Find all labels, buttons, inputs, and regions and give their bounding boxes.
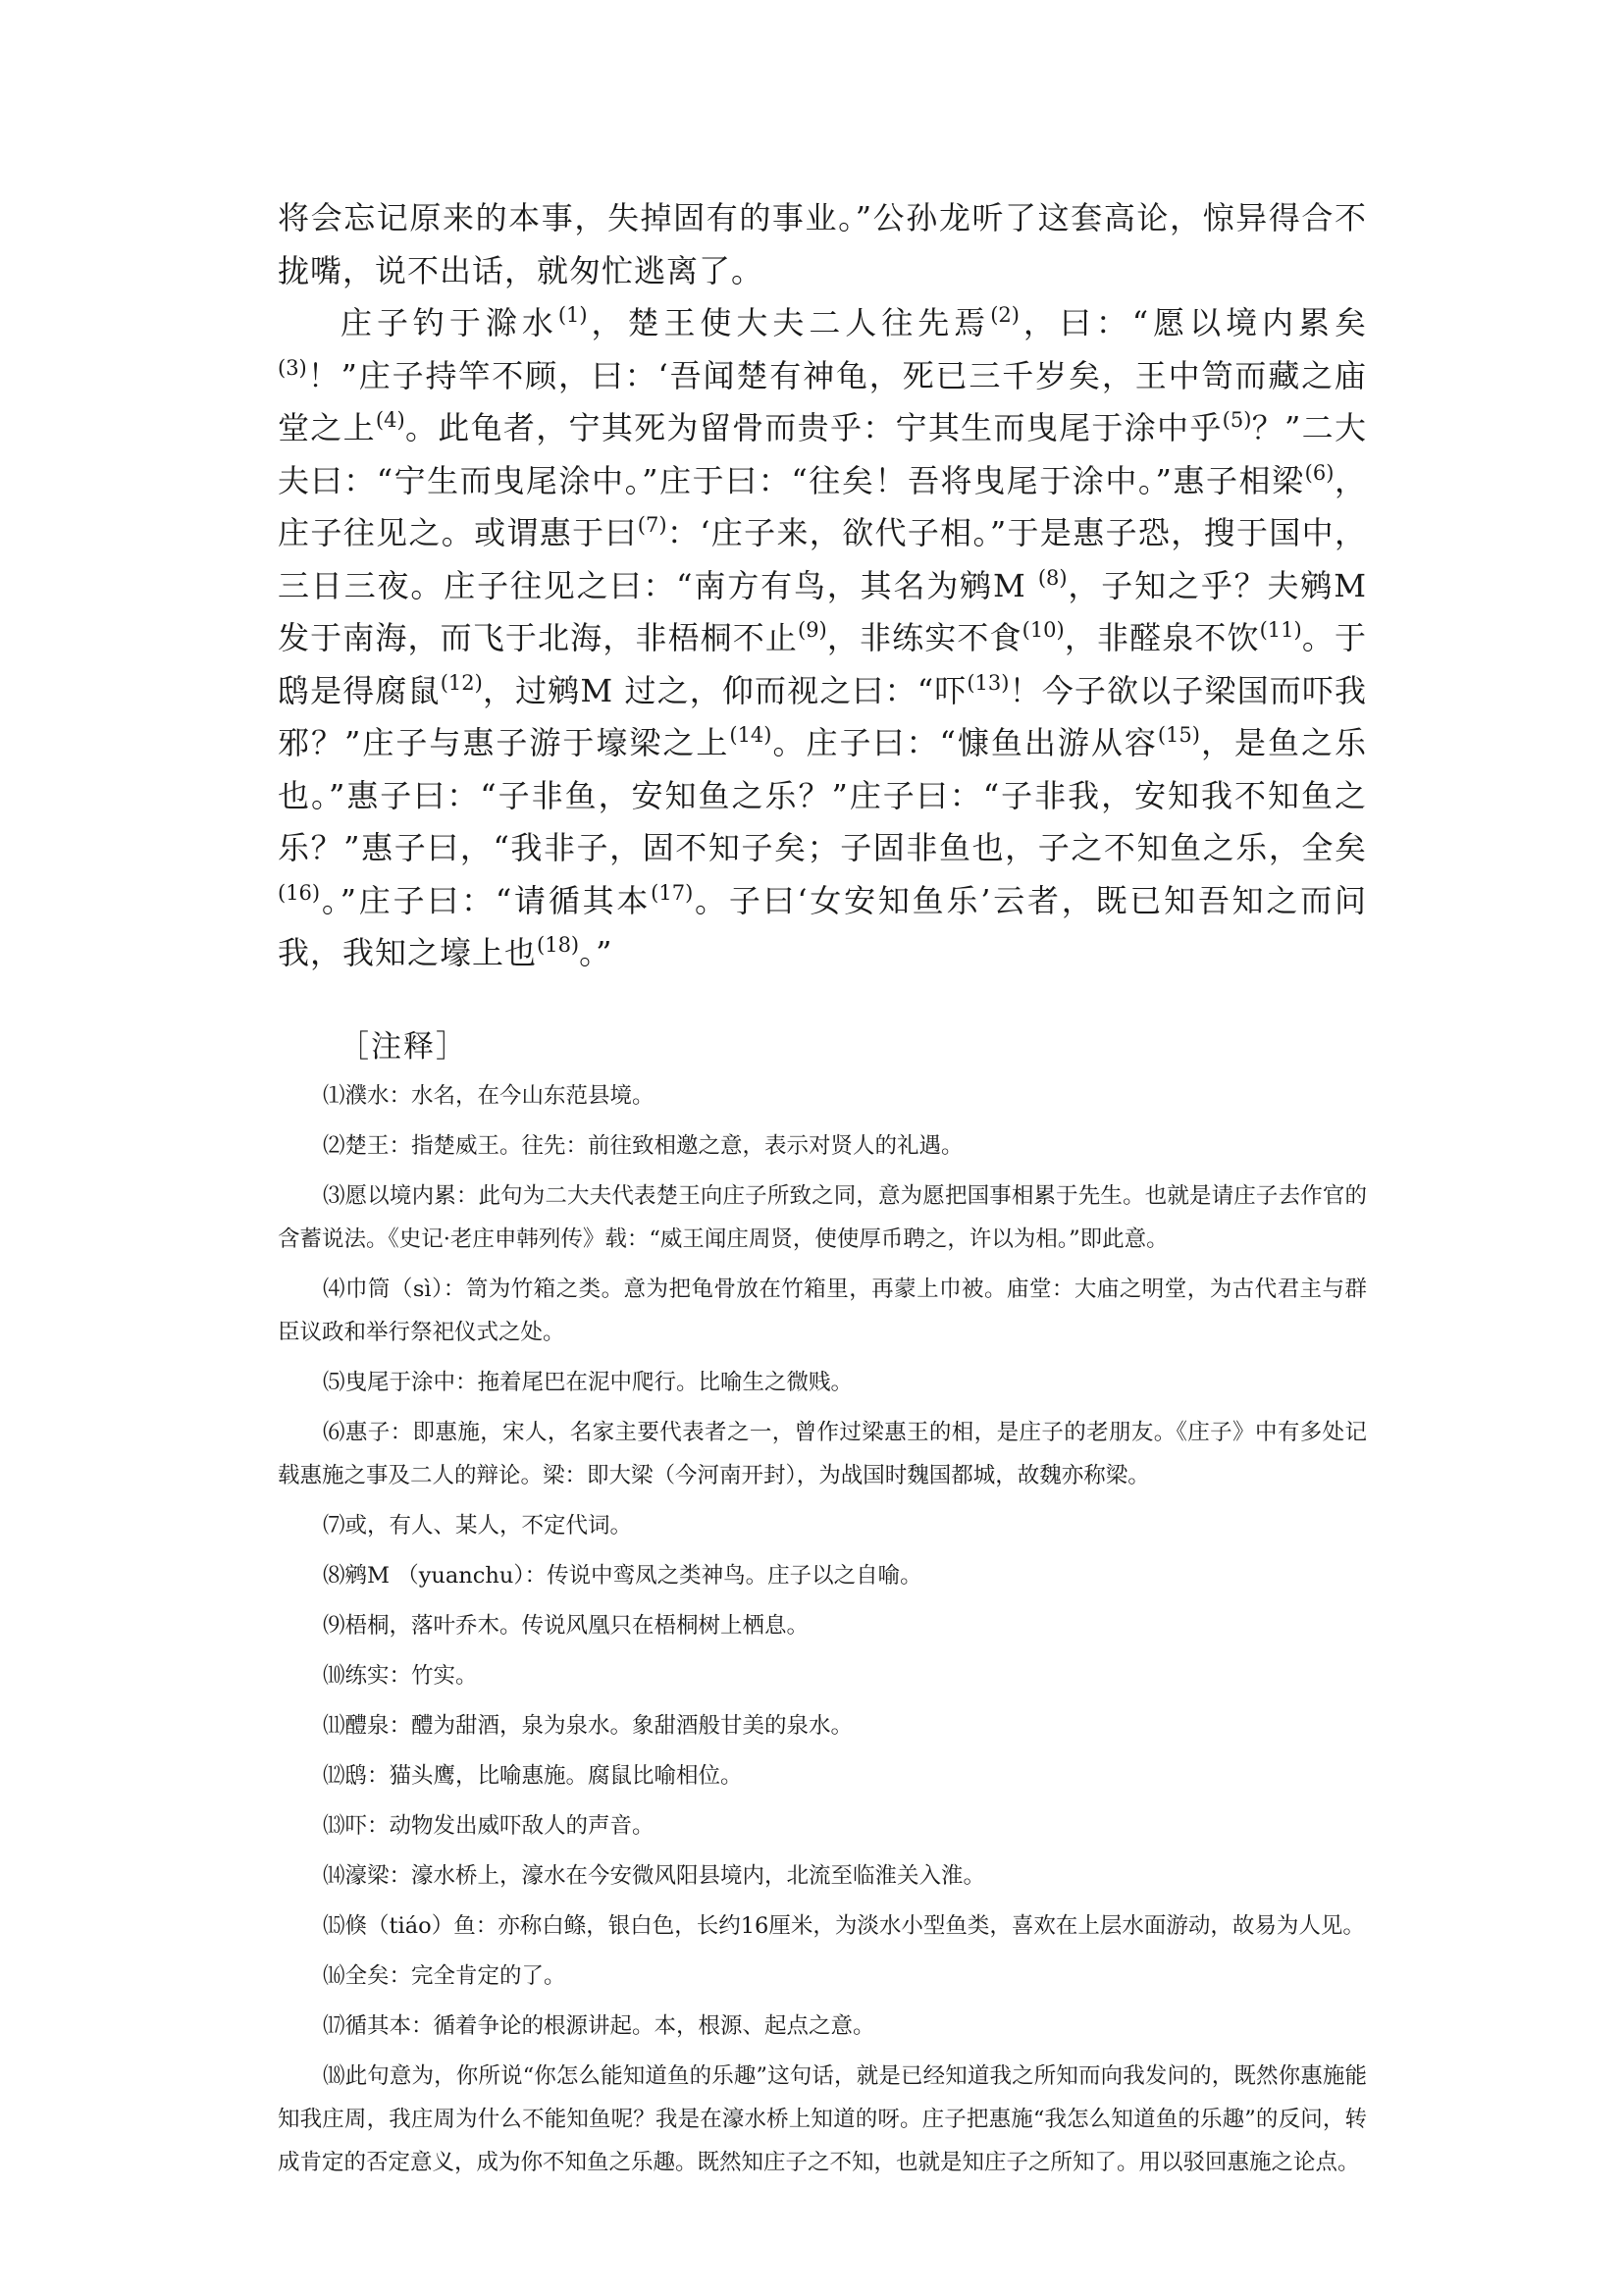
footnote-marker: (8) [1037, 565, 1068, 590]
text-segment: 将会忘记原来的本事，失掉固有的事业。”公孙龙听了这套高论，惊异得合不拢嘴，说不出话，就匆忙逃离了。 [278, 199, 1367, 289]
note-item: ⑽练实：竹实。 [323, 1662, 478, 1689]
main-text [278, 192, 1367, 980]
note-item: ⑵楚王：指楚威王。往先：前往致相邀之意，表示对贤人的礼遇。 [323, 1132, 964, 1159]
note-item: ⑿鸱：猫头鹰，比喻惠施。腐鼠比喻相位。 [323, 1762, 743, 1789]
text-segment: ，庄子往见之。或谓惠于曰 [278, 461, 1367, 551]
note-item: ⒁濠梁：濠水桥上，濠水在今安微风阳县境内，北流至临淮关入淮。 [323, 1862, 986, 1889]
footnote-marker: (16) [278, 880, 321, 905]
notes-list [278, 1074, 1367, 2184]
text-segment: ？”二大夫曰：“宁生而曳尾涂中。”庄于曰：“往矣！吾将曳尾于涂中。”惠子相梁 [278, 409, 1367, 499]
text-segment: ，过鹓M 过之，仰而视之曰：“吓 [482, 671, 968, 709]
note-item: ⒅此句意为，你所说“你怎么能知道鱼的乐趣”这句话，就是已经知道我之所知而向我发问的，既然你惠施能知我庄周，我庄周为什么不能知鱼呢？我是在濠水桥上知道的呀。庄子把惠施“我怎么知道鱼的乐趣”的反问，转成肯定的否定意义，成为你不知鱼之乐趣。既然知庄子之不知，也就是知庄子之所知了。用以驳回惠施之论点。 [278, 2062, 1367, 2175]
text-segment: 。此龟者，宁其死为留骨而贵乎：宁其生而曳尾于涂中乎 [404, 409, 1223, 446]
note-item: ⑸曳尾于涂中：拖着尾巴在泥中爬行。比喻生之微贱。 [323, 1369, 854, 1395]
footnote-marker: (4) [375, 408, 405, 432]
text-segment: 。于鸱是得腐鼠 [278, 619, 1367, 709]
text-segment: 。子曰‘女安知鱼乐’云者，既已知吾知之而问我，我知之壕上也 [278, 881, 1367, 971]
footnote-marker: (2) [990, 303, 1020, 327]
footnote-marker: (17) [651, 880, 694, 905]
text-segment: ！”庄子持竿不顾，曰：‘吾闻楚有神龟，死已三千岁矣，王中笥而藏之庙堂之上 [278, 356, 1367, 446]
note-item: ⒂倏（tiáo）鱼：亦称白鲦，银白色，长约16厘米，为淡水小型鱼类，喜欢在上层水面游动，故易为人见。 [323, 1912, 1365, 1939]
text-segment: 庄子钓于滁水 [341, 304, 558, 341]
note-item: ⑺或，有人、某人，不定代词。 [323, 1512, 633, 1538]
footnote-marker: (18) [537, 933, 580, 957]
main-paragraph [278, 297, 1367, 980]
note-item: ⑴濮水：水名，在今山东范县境。 [323, 1082, 655, 1109]
footnote-marker: (10) [1022, 618, 1065, 642]
footnote-marker: (12) [440, 670, 483, 695]
footnote-marker: (9) [798, 618, 827, 642]
text-segment: ，楚王使大夫二人往先焉 [587, 304, 991, 341]
footnote-marker: (15) [1157, 723, 1200, 747]
note-item: ⑾醴泉：醴为甜酒，泉为泉水。象甜酒般甘美的泉水。 [323, 1712, 854, 1739]
note-item: ⒄循其本：循着争论的根源讲起。本，根源、起点之意。 [323, 2012, 875, 2039]
text-segment: ！今子欲以子梁国而吓我邪？”庄子与惠子游于壕梁之上 [278, 671, 1367, 761]
note-item: ⒀吓：动物发出威吓敌人的声音。 [323, 1812, 655, 1839]
note-item: ⑼梧桐，落叶乔木。传说风凰只在梧桐树上栖息。 [323, 1612, 810, 1639]
text-segment: 。”庄子曰：“请循其本 [320, 881, 652, 919]
note-item: ⒃全矣：完全肯定的了。 [323, 1962, 566, 1989]
text-segment: ，曰：“愿以境内累矣 [1019, 304, 1367, 341]
footnote-marker: (7) [637, 513, 667, 537]
note-item: ⑷巾筒（sì）：笥为竹箱之类。意为把龟骨放在竹箱里，再蒙上巾被。庙堂：大庙之明堂，为古代君主与群臣议政和举行祭祀仪式之处。 [278, 1276, 1367, 1345]
note-item: ⑹惠子：即惠施，宋人，名家主要代表者之一，曾作过梁惠王的相，是庄子的老朋友。《庄子》中有多处记载惠施之事及二人的辩论。梁：即大梁（今河南开封），为战国时魏国都城，故魏亦称梁。 [278, 1419, 1367, 1488]
document-page [278, 192, 1367, 2191]
main-paragraph [278, 192, 1367, 297]
footnote-marker: (13) [967, 670, 1010, 695]
text-segment: 。庄子曰：“慷鱼出游从容 [771, 724, 1158, 761]
text-segment: 。” [579, 934, 613, 971]
text-segment: ，非醛泉不饮 [1064, 619, 1260, 656]
footnote-marker: (5) [1222, 408, 1252, 432]
footnote-marker: (3) [278, 355, 307, 380]
text-segment: ，子知之乎？夫鹓M 发于南海，而飞于北海，非梧桐不止 [278, 566, 1367, 656]
notes-heading: ［注释］ [339, 1028, 468, 1065]
text-segment: ，非练实不食 [826, 619, 1022, 656]
note-item: ⑻鹓M （yuanchu）：传说中鸾凤之类神鸟。庄子以之自喻。 [323, 1562, 922, 1589]
footnote-marker: (14) [729, 723, 772, 747]
text-segment: ：‘庄子来，欲代子相。”于是惠子恐，搜于国中，三日三夜。庄子往见之曰：“南方有鸟，其名为鹓M [278, 514, 1367, 604]
text-segment: ，是鱼之乐也。”惠子曰：“子非鱼，安知鱼之乐？”庄子曰：“子非我，安知我不知鱼之乐？”惠子曰，“我非子，固不知子矣；子固非鱼也，子之不知鱼之乐，全矣 [278, 724, 1367, 866]
footnote-marker: (6) [1304, 460, 1335, 485]
footnote-marker: (1) [557, 303, 588, 327]
note-item: ⑶愿以境内累：此句为二大夫代表楚王向庄子所致之同，意为愿把国事相累于先生。也就是请庄子去作官的含蓄说法。《史记·老庄申韩列传》载：“威王闻庄周贤，使使厚币聘之，许以为相。”即此意。 [278, 1182, 1367, 1252]
footnote-marker: (11) [1259, 618, 1302, 642]
